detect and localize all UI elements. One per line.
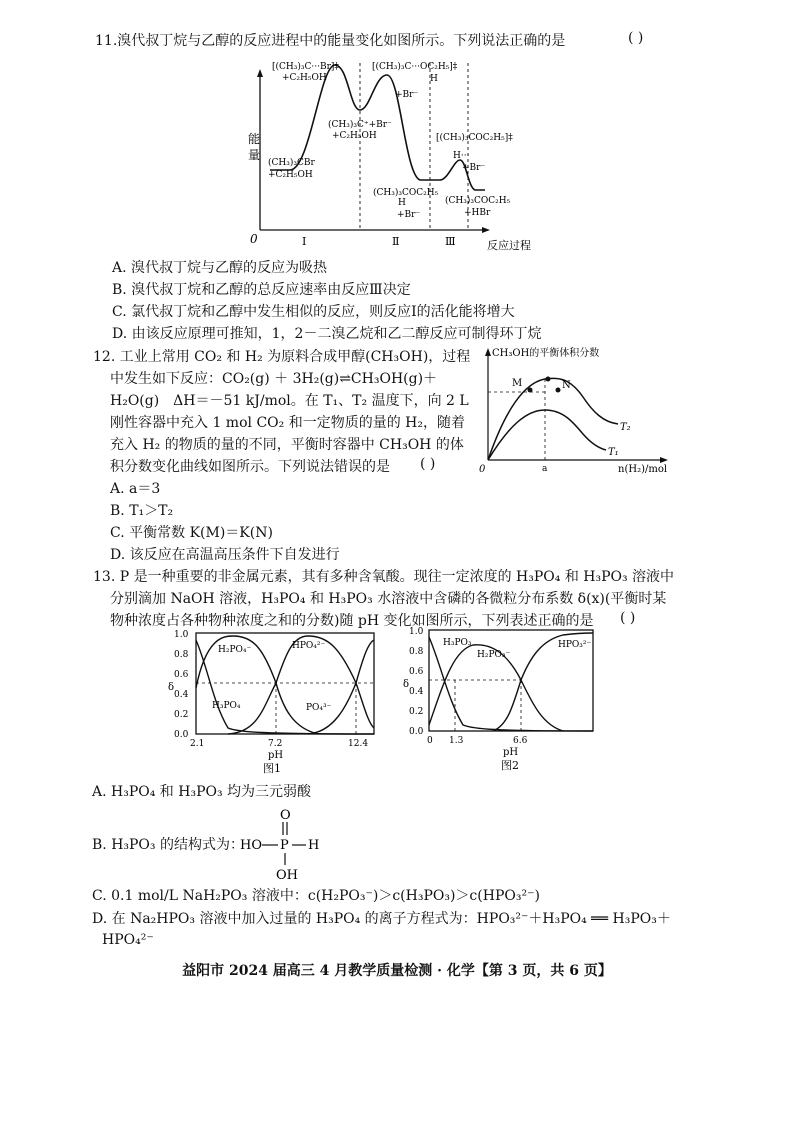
page-footer: 益阳市 2024 届高三 4 月教学质量检测 · 化学【第 3 页，共 6 页】 [182,963,612,979]
q12-point-m: M [512,378,523,389]
q13-option-b[interactable]: B. H₃PO₃ 的结构式为： [92,837,244,853]
q12-label-t1: T₁ [608,447,619,458]
q11-ts3b: +Br⁻ [462,163,486,173]
fig2-xtick: 1.3 [449,736,464,746]
q12-answer-bracket: ( ) [420,456,436,472]
q11-startb: +C₂H₅OH [268,170,313,180]
q11-prodb: +HBr [464,208,491,218]
fig1-caption: 图1 [263,762,281,775]
fig1-xtick: 7.2 [268,739,283,749]
q11-brm1: +Br⁻ [395,90,419,100]
q11-start: (CH₃)₃CBr [268,158,315,168]
q12-origin: 0 [479,464,486,475]
fig2-ytick: 0.8 [409,647,424,657]
q11-ts3: [(CH₃)₃COC₂H₅]‡ [436,133,513,143]
structure-oh: OH [276,868,298,883]
q11-origin: 0 [250,232,258,246]
fig1-ytick: 0.4 [174,690,189,700]
fig2-ytick: 0.2 [409,707,424,717]
fig1-ytick: 0.6 [174,670,189,680]
fig1-xtick: 12.4 [348,739,369,749]
structure-p: P [280,838,289,853]
structure-h: H [308,838,320,853]
q11-region-2: Ⅱ [392,235,400,248]
q11-energy-diagram [240,55,540,255]
q13-line-1: 13. P 是一种重要的非金属元素，其有多种含氧酸。现往一定浓度的 H₃PO₄ 和 H₃PO₃ 溶液中 [93,569,675,585]
fig1-ytick: 0.8 [174,650,189,660]
q12-option-c[interactable]: C. 平衡常数 K(M)＝K(N) [110,525,273,541]
q11-answer-bracket: ( ) [628,30,644,46]
fig1-xlabel: pH [268,750,284,761]
q13-option-d[interactable]: D. 在 Na₂HPO₃ 溶液中加入过量的 H₃PO₄ 的离子方程式为：HPO₃²⁻＋H₃PO₄ ══ H₃PO₃＋ [92,911,671,927]
fig2-ytick: 0.4 [409,687,424,697]
q11-ts2h: H [430,74,438,84]
q11-prod: (CH₃)₃COC₂H₅ [445,196,511,206]
q11-ylabel-1: 能 [248,132,261,146]
fig1-species-hpo4: HPO₄²⁻ [292,641,326,651]
q12-chart-title: CH₃OH的平衡体积分数 [492,348,600,359]
fig2-species-hpo3: HPO₃²⁻ [558,640,592,650]
q12-point-n: N [562,380,571,391]
fig1-ytick: 0.2 [174,710,189,720]
structure-o-top: O [280,808,291,823]
q13-figure-1 [168,628,388,776]
fig2-species-h3po3: H₃PO₃ [443,638,472,648]
q12-line-1: 12. 工业上常用 CO₂ 和 H₂ 为原料合成甲醇(CH₃OH)，过程 [93,349,471,365]
fig1-ylabel: δ [168,682,175,693]
q13-line-3: 物种浓度占各种物种浓度之和的分数)随 pH 变化如图所示，下列表述正确的是 [110,613,594,629]
q11-option-a[interactable]: A. 溴代叔丁烷与乙醇的反应为吸热 [112,260,328,276]
fig2-ytick: 0.0 [409,727,424,737]
q12-line-2: 中发生如下反应：CO₂(g) ＋ 3H₂(g)⇌CH₃OH(g)＋ [110,371,438,387]
fig1-ytick: 1.0 [174,630,189,640]
q11-int2h: H [398,198,406,208]
fig1-species-h3po4: H₃PO₄ [212,701,241,711]
q11-int2b: +Br⁻ [397,210,421,220]
fig2-xlabel: pH [503,747,519,758]
q11-int2: (CH₃)₃COC₂H₅ [373,188,439,198]
q11-option-d[interactable]: D. 由该反应原理可推知，1，2－二溴乙烷和乙二醇反应可制得环丁烷 [112,326,542,342]
q13-answer-bracket: ( ) [620,610,636,626]
q12-line-3: H₂O(g) ΔH＝－51 kJ/mol。在 T₁、T₂ 温度下，向 2 L [110,393,469,409]
q11-ylabel-2: 量 [248,148,261,162]
q13-option-a[interactable]: A. H₃PO₄ 和 H₃PO₃ 均为三元弱酸 [92,784,312,800]
fig1-species-po4: PO₄³⁻ [306,703,332,713]
q13-option-d-cont: HPO₄²⁻ [102,932,154,948]
fig2-xtick: 6.6 [513,736,528,746]
q11-region-3: Ⅲ [445,235,456,248]
q13-option-c[interactable]: C. 0.1 mol/L NaH₂PO₃ 溶液中：c(H₂PO₃⁻)＞c(H₃PO₃)＞c(HPO₃²⁻) [92,888,540,904]
q12-equilibrium-chart [478,342,678,477]
q11-ts1b: +C₂H₅OH [282,73,327,83]
fig2-ytick: 0.6 [409,667,424,677]
q12-line-5: 充入 H₂ 的物质的量的不同，平衡时容器中 CH₃OH 的体 [110,437,464,453]
h3po3-structure [240,805,330,885]
q11-ts2: [(CH₃)₃C···OC₂H₅]‡ [372,62,458,72]
q12-option-b[interactable]: B. T₁＞T₂ [110,503,174,519]
fig2-ytick: 1.0 [409,627,424,637]
q11-stem: 11.溴代叔丁烷与乙醇的反应进程中的能量变化如图所示。下列说法正确的是 [95,33,566,49]
q12-line-4: 刚性容器中充入 1 mol CO₂ 和一定物质的量的 H₂，随着 [110,415,465,431]
q11-region-1: Ⅰ [302,235,307,248]
structure-ho: HO [240,838,262,853]
fig2-ylabel: δ [403,679,410,690]
q12-option-d[interactable]: D. 该反应在高温高压条件下自发进行 [110,547,340,563]
q12-xlabel: n(H₂)/mol [618,464,668,475]
q11-ts3h: H··· [453,151,470,161]
q11-ts1: [(CH₃)₃C···Br]‡ [272,62,339,72]
q12-label-t2: T₂ [620,422,631,433]
q12-option-a[interactable]: A. a＝3 [110,481,161,497]
q12-line-6: 积分数变化曲线如图所示。下列说法错误的是 [110,459,390,475]
q11-int1b: +C₂H₅OH [332,131,377,141]
fig2-species-h2po3: H₂PO₃⁻ [477,650,511,660]
fig1-ytick: 0.0 [174,730,189,740]
q13-figure-2 [403,625,603,773]
q13-line-2: 分别滴加 NaOH 溶液，H₃PO₄ 和 H₃PO₃ 水溶液中含磷的各微粒分布系数 δ(x)(平衡时某 [110,591,667,607]
q11-int1: (CH₃)₃C⁺+Br⁻ [328,120,392,130]
q12-xtick-a: a [542,464,548,474]
fig1-xtick: 2.1 [190,739,205,749]
fig2-xtick: 0 [427,736,433,746]
q11-option-c[interactable]: C. 氯代叔丁烷和乙醇中发生相似的反应，则反应Ⅰ的活化能将增大 [112,304,515,320]
fig1-species-h2po4: H₂PO₄⁻ [218,645,252,655]
q11-option-b[interactable]: B. 溴代叔丁烷和乙醇的总反应速率由反应Ⅲ决定 [112,282,411,298]
q11-xlabel: 反应过程 [487,239,531,252]
fig2-caption: 图2 [501,759,519,772]
